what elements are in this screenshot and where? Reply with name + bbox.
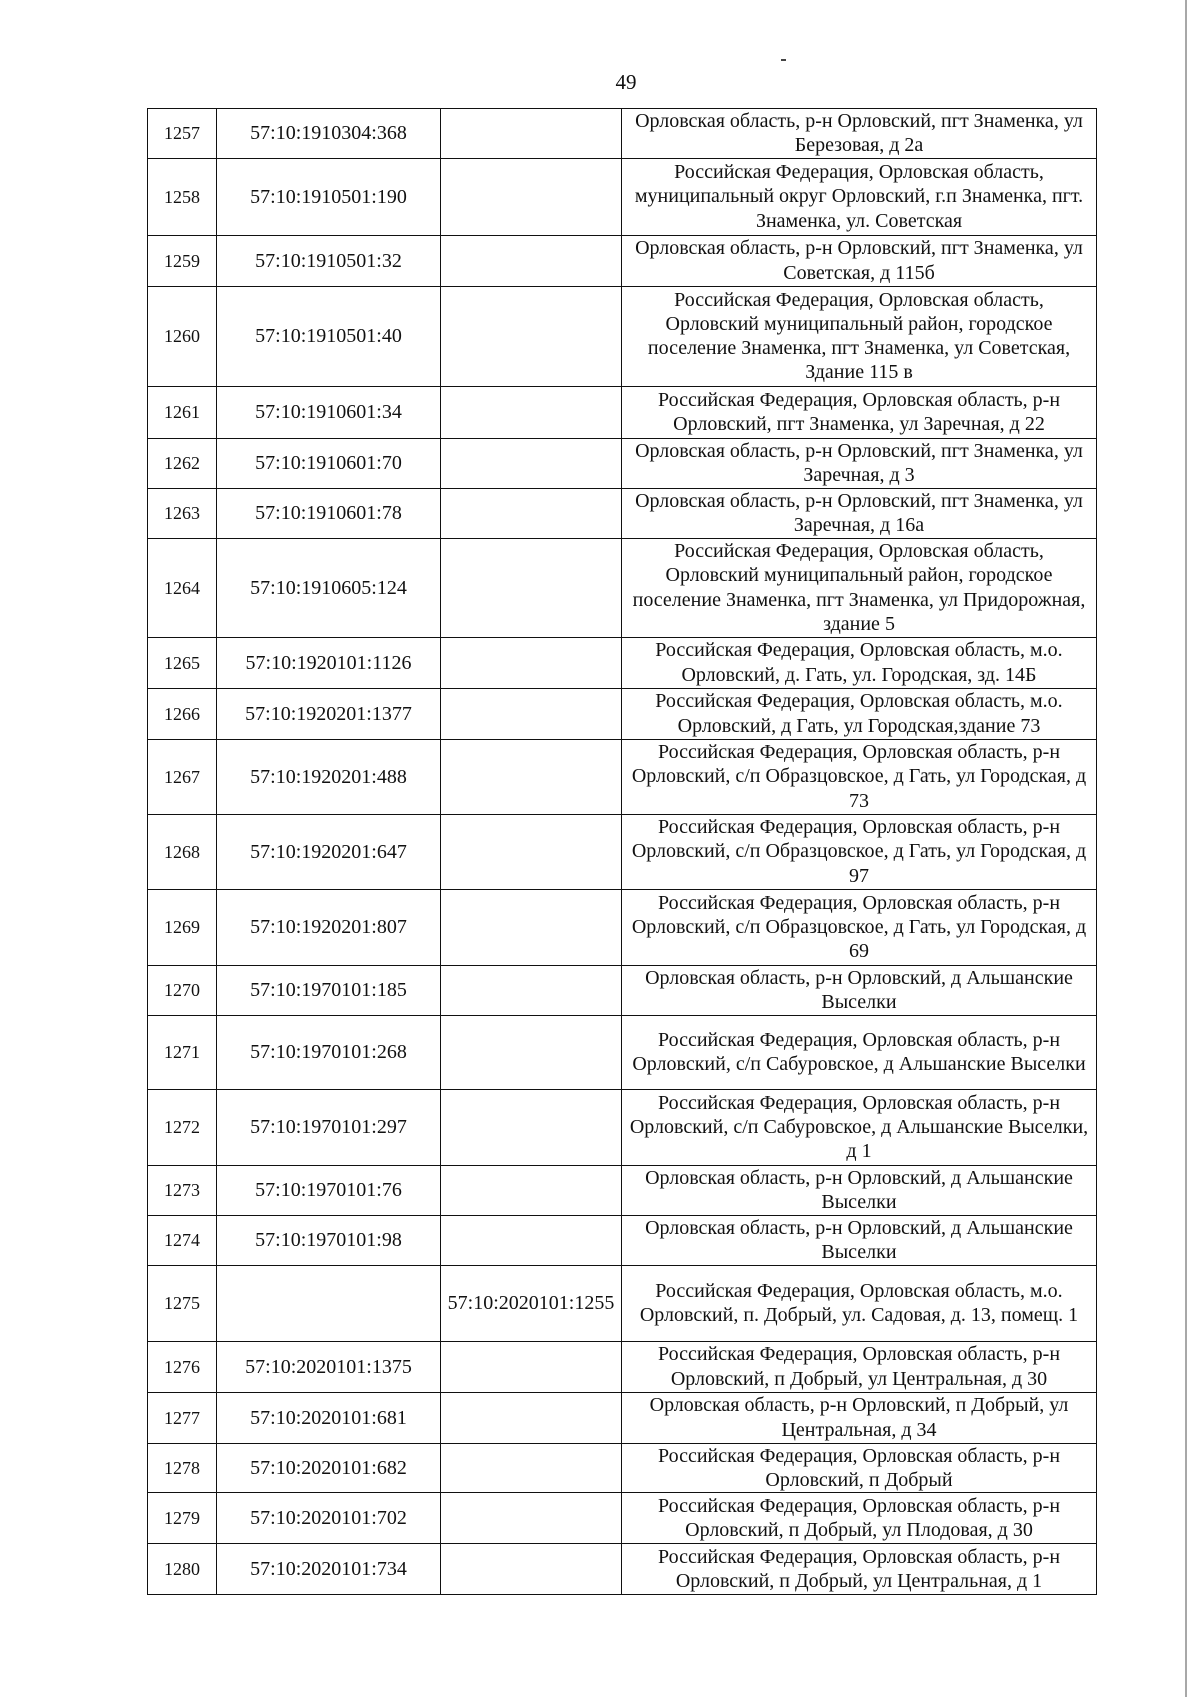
address-cell: Российская Федерация, Орловская область, Орловский муниципальный район, городское поселение Знаменка, пгт Знаменка, ул Придорожная, здание 5: [622, 538, 1097, 637]
table-body: [148, 109, 1097, 1595]
address-cell: Орловская область, р-н Орловский, пгт Знаменка, ул Заречная, д 16а: [622, 488, 1097, 538]
cadastral-number-cell: 57:10:1920201:807: [217, 889, 441, 965]
registry-table: [147, 108, 1097, 1595]
address-cell: Российская Федерация, Орловская область, Орловский муниципальный район, городское поселение Знаменка, пгт Знаменка, ул Советская, Здание 115 в: [622, 286, 1097, 386]
cadastral-number-cell: 57:10:2020101:734: [217, 1544, 441, 1595]
secondary-cadastral-number-cell: [441, 109, 622, 159]
cadastral-number-cell: 57:10:2020101:702: [217, 1493, 441, 1544]
address-cell: Российская Федерация, Орловская область, р-н Орловский, п Добрый, ул Центральная, д 30: [622, 1341, 1097, 1392]
address-cell: Российская Федерация, Орловская область, р-н Орловский, с/п Образцовское, д Гать, ул Городская, д 69: [622, 889, 1097, 965]
cadastral-number-cell: 57:10:1970101:76: [217, 1165, 441, 1215]
table-row: [148, 1089, 1097, 1165]
cadastral-number-cell: 57:10:2020101:1375: [217, 1341, 441, 1392]
cadastral-number-cell: 57:10:2020101:681: [217, 1392, 441, 1443]
table-row: [148, 286, 1097, 386]
secondary-cadastral-number-cell: [441, 235, 622, 286]
cadastral-number-cell: 57:10:1910304:368: [217, 109, 441, 159]
cadastral-number-cell: 57:10:1910605:124: [217, 538, 441, 637]
table-row: [148, 538, 1097, 637]
address-cell: Орловская область, р-н Орловский, д Альшанские Выселки: [622, 1215, 1097, 1265]
cadastral-number-cell: 57:10:1910601:78: [217, 488, 441, 538]
row-number-cell: 1271: [148, 1015, 217, 1089]
secondary-cadastral-number-cell: [441, 739, 622, 814]
address-cell: Орловская область, р-н Орловский, п Добрый, ул Центральная, д 34: [622, 1392, 1097, 1443]
address-cell: Российская Федерация, Орловская область, р-н Орловский, с/п Образцовское, д Гать, ул Городская, д 73: [622, 739, 1097, 814]
secondary-cadastral-number-cell: [441, 1015, 622, 1089]
row-number-cell: 1277: [148, 1392, 217, 1443]
row-number-cell: 1272: [148, 1089, 217, 1165]
secondary-cadastral-number-cell: [441, 1089, 622, 1165]
table-row: [148, 1265, 1097, 1341]
address-cell: Российская Федерация, Орловская область, м.о. Орловский, д Гать, ул Городская,здание 73: [622, 688, 1097, 739]
cadastral-number-cell: 57:10:1910601:34: [217, 386, 441, 438]
cadastral-number-cell: 57:10:2020101:682: [217, 1443, 441, 1493]
address-cell: Российская Федерация, Орловская область, муниципальный округ Орловский, г.п Знаменка, пгт. Знаменка, ул. Советская: [622, 158, 1097, 235]
secondary-cadastral-number-cell: [441, 889, 622, 965]
row-number-cell: 1264: [148, 538, 217, 637]
secondary-cadastral-number-cell: [441, 1443, 622, 1493]
row-number-cell: 1278: [148, 1443, 217, 1493]
secondary-cadastral-number-cell: [441, 488, 622, 538]
table-row: [148, 1215, 1097, 1265]
secondary-cadastral-number-cell: [441, 688, 622, 739]
row-number-cell: 1257: [148, 109, 217, 159]
row-number-cell: 1270: [148, 965, 217, 1015]
table-row: [148, 814, 1097, 889]
scan-edge-shadow: [1185, 0, 1187, 1697]
row-number-cell: 1276: [148, 1341, 217, 1392]
table-row: [148, 235, 1097, 286]
table-row: [148, 1493, 1097, 1544]
cadastral-number-cell: 57:10:1970101:297: [217, 1089, 441, 1165]
cadastral-number-cell: 57:10:1920101:1126: [217, 637, 441, 688]
cadastral-number-cell: 57:10:1910501:40: [217, 286, 441, 386]
table-row: [148, 1165, 1097, 1215]
secondary-cadastral-number-cell: [441, 438, 622, 488]
cadastral-number-cell: 57:10:1920201:647: [217, 814, 441, 889]
row-number-cell: 1262: [148, 438, 217, 488]
secondary-cadastral-number-cell: [441, 1493, 622, 1544]
address-cell: Орловская область, р-н Орловский, пгт Знаменка, ул Советская, д 115б: [622, 235, 1097, 286]
address-cell: Российская Федерация, Орловская область, р-н Орловский, с/п Сабуровское, д Альшанские Выселки, д 1: [622, 1089, 1097, 1165]
table-row: [148, 438, 1097, 488]
row-number-cell: 1259: [148, 235, 217, 286]
row-number-cell: 1258: [148, 158, 217, 235]
table-row: [148, 889, 1097, 965]
row-number-cell: 1265: [148, 637, 217, 688]
secondary-cadastral-number-cell: [441, 538, 622, 637]
row-number-cell: 1263: [148, 488, 217, 538]
row-number-cell: 1274: [148, 1215, 217, 1265]
address-cell: Российская Федерация, Орловская область, р-н Орловский, с/п Сабуровское, д Альшанские Выселки: [622, 1015, 1097, 1089]
secondary-cadastral-number-cell: [441, 814, 622, 889]
row-number-cell: 1269: [148, 889, 217, 965]
secondary-cadastral-number-cell: [441, 1165, 622, 1215]
row-number-cell: 1268: [148, 814, 217, 889]
row-number-cell: 1266: [148, 688, 217, 739]
cadastral-number-cell: [217, 1265, 441, 1341]
secondary-cadastral-number-cell: [441, 286, 622, 386]
table-row: [148, 1544, 1097, 1595]
cadastral-number-cell: 57:10:1970101:98: [217, 1215, 441, 1265]
table-row: [148, 1443, 1097, 1493]
address-cell: Орловская область, р-н Орловский, пгт Знаменка, ул Заречная, д 3: [622, 438, 1097, 488]
cadastral-number-cell: 57:10:1920201:488: [217, 739, 441, 814]
row-number-cell: 1273: [148, 1165, 217, 1215]
secondary-cadastral-number-cell: [441, 965, 622, 1015]
secondary-cadastral-number-cell: [441, 386, 622, 438]
cadastral-number-cell: 57:10:1920201:1377: [217, 688, 441, 739]
secondary-cadastral-number-cell: 57:10:2020101:1255: [441, 1265, 622, 1341]
table-row: [148, 1392, 1097, 1443]
secondary-cadastral-number-cell: [441, 1544, 622, 1595]
address-cell: Российская Федерация, Орловская область, р-н Орловский, пгт Знаменка, ул Заречная, д 22: [622, 386, 1097, 438]
cadastral-number-cell: 57:10:1910501:190: [217, 158, 441, 235]
table-row: [148, 158, 1097, 235]
secondary-cadastral-number-cell: [441, 1215, 622, 1265]
cadastral-number-cell: 57:10:1910601:70: [217, 438, 441, 488]
cadastral-number-cell: 57:10:1970101:268: [217, 1015, 441, 1089]
row-number-cell: 1280: [148, 1544, 217, 1595]
row-number-cell: 1275: [148, 1265, 217, 1341]
secondary-cadastral-number-cell: [441, 1341, 622, 1392]
row-number-cell: 1279: [148, 1493, 217, 1544]
address-cell: Российская Федерация, Орловская область, м.о. Орловский, п. Добрый, ул. Садовая, д. 13, помещ. 1: [622, 1265, 1097, 1341]
secondary-cadastral-number-cell: [441, 1392, 622, 1443]
table-row: [148, 386, 1097, 438]
table-row: [148, 739, 1097, 814]
address-cell: Российская Федерация, Орловская область, р-н Орловский, п Добрый: [622, 1443, 1097, 1493]
secondary-cadastral-number-cell: [441, 637, 622, 688]
table-row: [148, 109, 1097, 159]
table-row: [148, 1341, 1097, 1392]
address-cell: Российская Федерация, Орловская область, м.о. Орловский, д. Гать, ул. Городская, зд. 14Б: [622, 637, 1097, 688]
table-row: [148, 637, 1097, 688]
address-cell: Российская Федерация, Орловская область, р-н Орловский, п Добрый, ул Центральная, д 1: [622, 1544, 1097, 1595]
address-cell: Российская Федерация, Орловская область, р-н Орловский, п Добрый, ул Плодовая, д 30: [622, 1493, 1097, 1544]
secondary-cadastral-number-cell: [441, 158, 622, 235]
row-number-cell: 1261: [148, 386, 217, 438]
cadastral-number-cell: 57:10:1970101:185: [217, 965, 441, 1015]
page-number: 49: [615, 70, 637, 94]
cadastral-number-cell: 57:10:1910501:32: [217, 235, 441, 286]
scan-mark: [781, 59, 786, 61]
table-row: [148, 688, 1097, 739]
table-row: [148, 965, 1097, 1015]
row-number-cell: 1267: [148, 739, 217, 814]
address-cell: Российская Федерация, Орловская область, р-н Орловский, с/п Образцовское, д Гать, ул Городская, д 97: [622, 814, 1097, 889]
table-row: [148, 488, 1097, 538]
address-cell: Орловская область, р-н Орловский, пгт Знаменка, ул Березовая, д 2а: [622, 109, 1097, 159]
address-cell: Орловская область, р-н Орловский, д Альшанские Выселки: [622, 965, 1097, 1015]
row-number-cell: 1260: [148, 286, 217, 386]
table-row: [148, 1015, 1097, 1089]
address-cell: Орловская область, р-н Орловский, д Альшанские Выселки: [622, 1165, 1097, 1215]
